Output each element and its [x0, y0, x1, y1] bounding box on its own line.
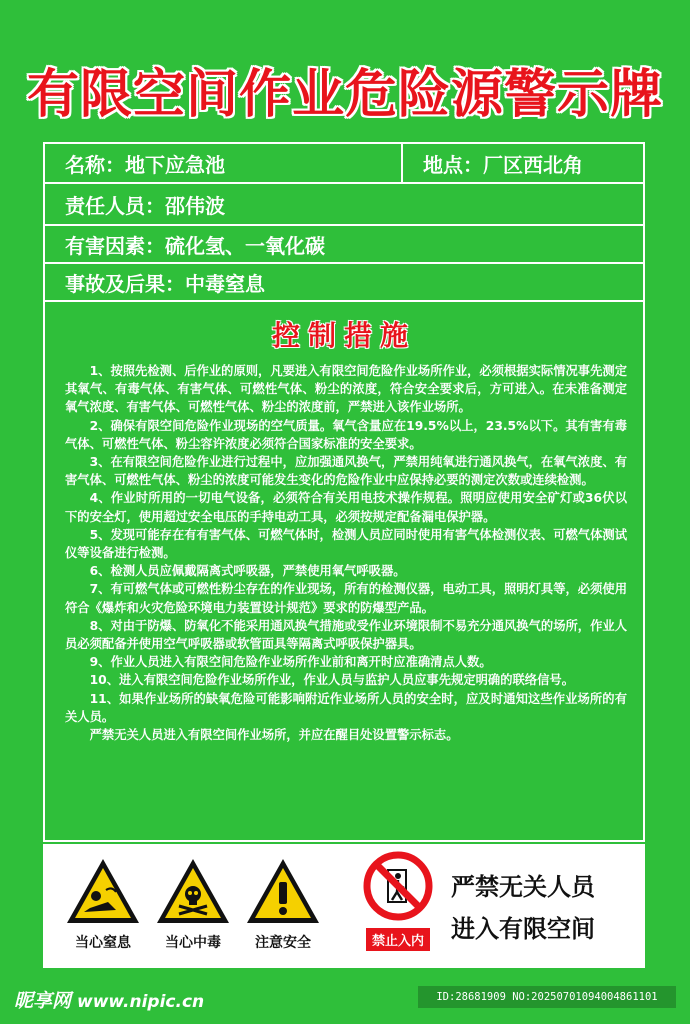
measure-item: 1、按照先检测、后作业的原则，凡要进入有限空间危险作业场所作业，必须根据实际情况事先测定其氧气、有毒气体、有害气体、可燃性气体、粉尘的浓度，符合安全要求后，方可进入。在未准备测定氧气浓度、有害气体、可燃性气体、粉尘的浓度前，严禁进入该作业场所。	[65, 364, 627, 415]
measure-item: 10、进入有限空间危险作业场所作业，作业人员与监护人员应事先规定明确的联络信号。	[89, 673, 574, 688]
watermark-site: www.nipic.cn	[77, 992, 205, 1012]
info-board	[43, 142, 645, 842]
exclamation-warning-icon	[244, 856, 322, 926]
hazards-field: 有害因素：硫化氢、一氧化碳	[65, 233, 325, 258]
measure-item: 9、作业人员进入有限空间危险作业场所作业前和离开时应准确清点人数。	[89, 655, 492, 670]
measure-item: 7、有可燃气体或可燃性粉尘存在的作业现场，所有的检测仪器，电动工具，照明灯具等，必须使用符合《爆炸和火灾危险环境电力装置设计规范》要求的防爆型产品。	[65, 582, 627, 615]
asphyxia-caption: 当心窒息	[75, 935, 131, 951]
image-id-label: ID:28681909 NO:20250701094004861101	[418, 986, 676, 1008]
safety-caption: 注意安全	[255, 935, 311, 951]
measure-item: 严禁无关人员进入有限空间作业场所，并应在醒目处设置警示标志。	[89, 728, 459, 743]
notice-line-2: 进入有限空间	[451, 915, 595, 943]
measure-item: 8、对由于防爆、防氧化不能采用通风换气措施或受作业环境限制不易充分通风换气的场所，作业人员必须配备并使用空气呼吸器或软管面具等隔离式呼吸保护器具。	[65, 618, 627, 652]
info-row-responsible	[45, 184, 643, 226]
no-entry-sign	[357, 850, 439, 951]
info-row-consequence	[45, 264, 643, 302]
responsible-field: 责任人员：邵伟波	[65, 193, 225, 218]
no-entry-caption: 禁止入内	[366, 928, 430, 951]
asphyxia-sign	[61, 856, 145, 952]
measure-item: 2、确保有限空间危险作业现场的空气质量。氧气含量应在19.5%以上，23.5%以下。其有害有毒气体、可燃性气体、粉尘容许浓度必须符合国家标准的安全要求。	[65, 418, 627, 451]
poison-warning-icon	[154, 856, 232, 926]
safety-sign	[241, 856, 325, 952]
name-field: 名称：地下应急池	[65, 152, 225, 177]
control-measures-list	[65, 362, 627, 744]
measure-item: 11、如果作业场所的缺氧危险可能影响附近作业场所人员的安全时，应及时通知这些作业场所的有关人员。	[65, 691, 627, 724]
poison-sign	[151, 856, 235, 952]
page-title: 有限空间作业危险源警示牌	[26, 65, 663, 125]
measure-item: 5、发现可能存在有有害气体、可燃气体时，检测人员应同时使用有害气体检测仪表、可燃气体测试仪等设备进行检测。	[65, 527, 627, 561]
restricted-access-notice	[451, 866, 641, 950]
asphyxia-warning-icon	[64, 856, 142, 926]
info-row-hazards	[45, 226, 643, 264]
measure-item: 3、在有限空间危险作业进行过程中，应加强通风换气，严禁用纯氧进行通风换气，在氧气浓度、有害气体、可燃性气体、粉尘的浓度可能发生变化的危险作业中应保持必要的测定次数或连续检测。	[65, 455, 627, 488]
watermark-brand: 昵享网	[14, 990, 72, 1012]
warning-signs-panel	[43, 844, 645, 968]
no-entry-icon	[362, 850, 434, 922]
info-row-name-location	[45, 144, 643, 184]
notice-line-1: 严禁无关人员	[451, 873, 595, 901]
control-measures-heading: 控制措施	[271, 319, 416, 352]
measure-item: 4、作业时所用的一切电气设备，必须符合有关用电技术操作规程。照明应使用安全矿灯或36伏以下的安全灯，使用超过安全电压的手持电动工具，必须按规定配备漏电保护器。	[65, 491, 627, 524]
location-field: 地点：厂区西北角	[401, 144, 583, 182]
consequence-field: 事故及后果：中毒窒息	[65, 271, 265, 296]
poison-caption: 当心中毒	[165, 935, 221, 951]
watermark-logo	[14, 986, 204, 1013]
measure-item: 6、检测人员应佩戴隔离式呼吸器，严禁使用氧气呼吸器。	[89, 564, 406, 579]
